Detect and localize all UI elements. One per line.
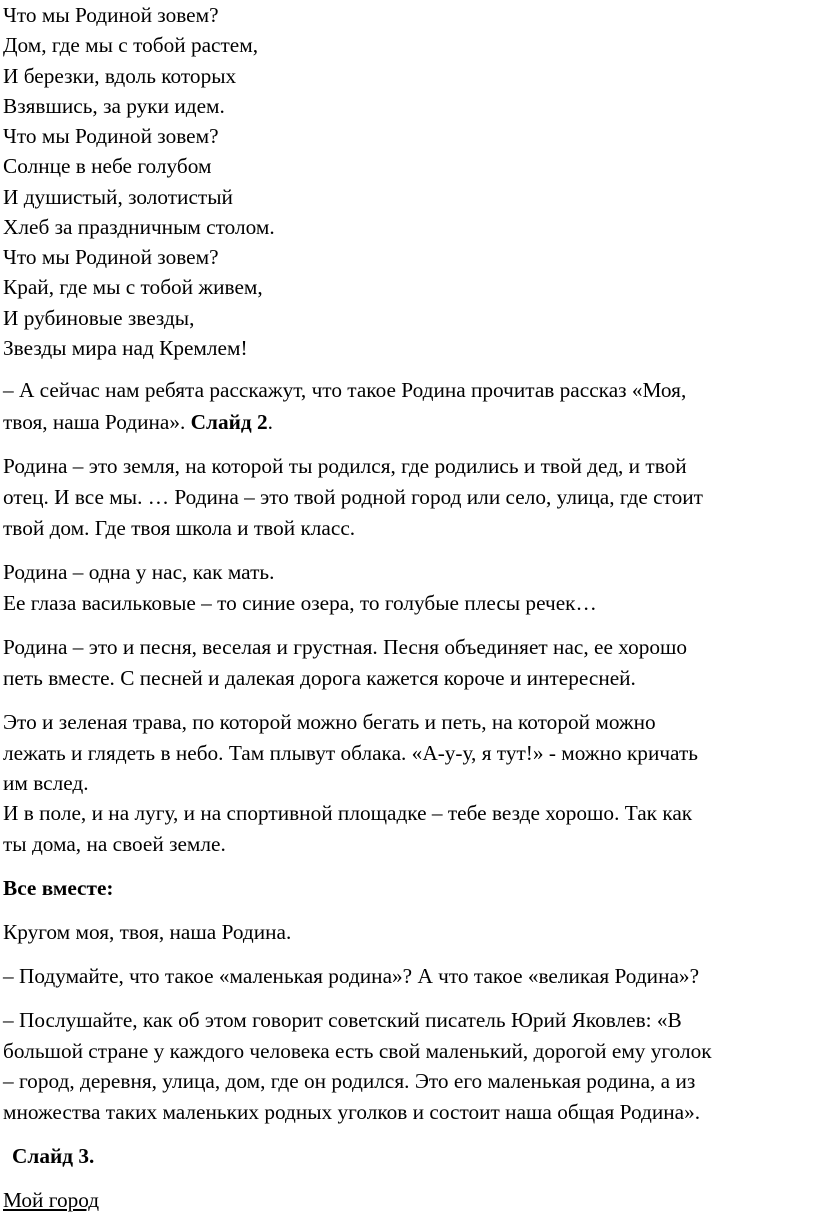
intro-text: твоя, наша Родина». [3, 410, 191, 434]
paragraph-line: отец. И все мы. … Родина – это твой родной город или село, улица, где стоит [3, 485, 703, 509]
quote-line: – Послушайте, как об этом говорит советский писатель Юрий Яковлев: «В [3, 1008, 682, 1032]
paragraph-line: Ее глаза васильковые – то синие озера, то голубые плесы речек… [3, 591, 597, 615]
paragraph-line: И в поле, и на лугу, и на спортивной площадке – тебе везде хорошо. Так как [3, 801, 693, 825]
poem-line: Что мы Родиной зовем? [3, 245, 219, 269]
poem-line: Край, где мы с тобой живем, [3, 275, 263, 299]
paragraph-line: им вслед. [3, 771, 89, 795]
poem-line: Дом, где мы с тобой растем, [3, 33, 259, 57]
poem-line: Солнце в небе голубом [3, 154, 212, 178]
poem-line: И березки, вдоль которых [3, 64, 237, 88]
quote-line: большой стране у каждого человека есть свой маленький, дорогой ему уголок [3, 1039, 712, 1063]
poem-line: Что мы Родиной зовем? [3, 124, 219, 148]
slide-2-label: Слайд 2 [190, 410, 268, 434]
paragraph-line: Родина – это и песня, веселая и грустная. Песня объединяет нас, ее хорошо [3, 635, 688, 659]
poem-line: Взявшись, за руки идем. [3, 94, 225, 118]
intro-line [3, 407, 273, 437]
intro-period: . [267, 410, 273, 434]
my-city-heading: Мой город [3, 1188, 100, 1212]
intro-line: – А сейчас нам ребята расскажут, что такое Родина прочитав рассказ «Моя, [3, 378, 687, 402]
paragraph-line: ты дома, на своей земле. [3, 832, 226, 856]
paragraph-line: твой дом. Где твоя школа и твой класс. [3, 516, 356, 540]
paragraph-line: лежать и глядеть в небо. Там плывут облака. «А-у-у, я тут!» - можно кричать [3, 741, 698, 765]
poem-line: Хлеб за праздничным столом. [3, 215, 275, 239]
paragraph-line: Это и зеленая трава, по которой можно бегать и петь, на которой можно [3, 710, 656, 734]
poem-line: Звезды мира над Кремлем! [3, 336, 248, 360]
paragraph-line: петь вместе. С песней и далекая дорога кажется короче и интересней. [3, 666, 636, 690]
poem-line: И душистый, золотистый [3, 185, 233, 209]
slide-3-label: Слайд 3. [12, 1144, 95, 1168]
paragraph-line: Родина – одна у нас, как мать. [3, 560, 275, 584]
quote-line: – город, деревня, улица, дом, где он родился. Это его маленькая родина, а из [3, 1069, 696, 1093]
all-together-label: Все вместе: [3, 876, 114, 900]
poem-line: И рубиновые звезды, [3, 306, 195, 330]
chorus-line: Кругом моя, твоя, наша Родина. [3, 920, 292, 944]
question-line: – Подумайте, что такое «маленькая родина»? А что такое «великая Родина»? [3, 964, 700, 988]
paragraph-line: Родина – это земля, на которой ты родился, где родились и твой дед, и твой [3, 454, 687, 478]
quote-line: множества таких маленьких родных уголков и состоит наша общая Родина». [3, 1100, 701, 1124]
poem-line: Что мы Родиной зовем? [3, 3, 219, 27]
